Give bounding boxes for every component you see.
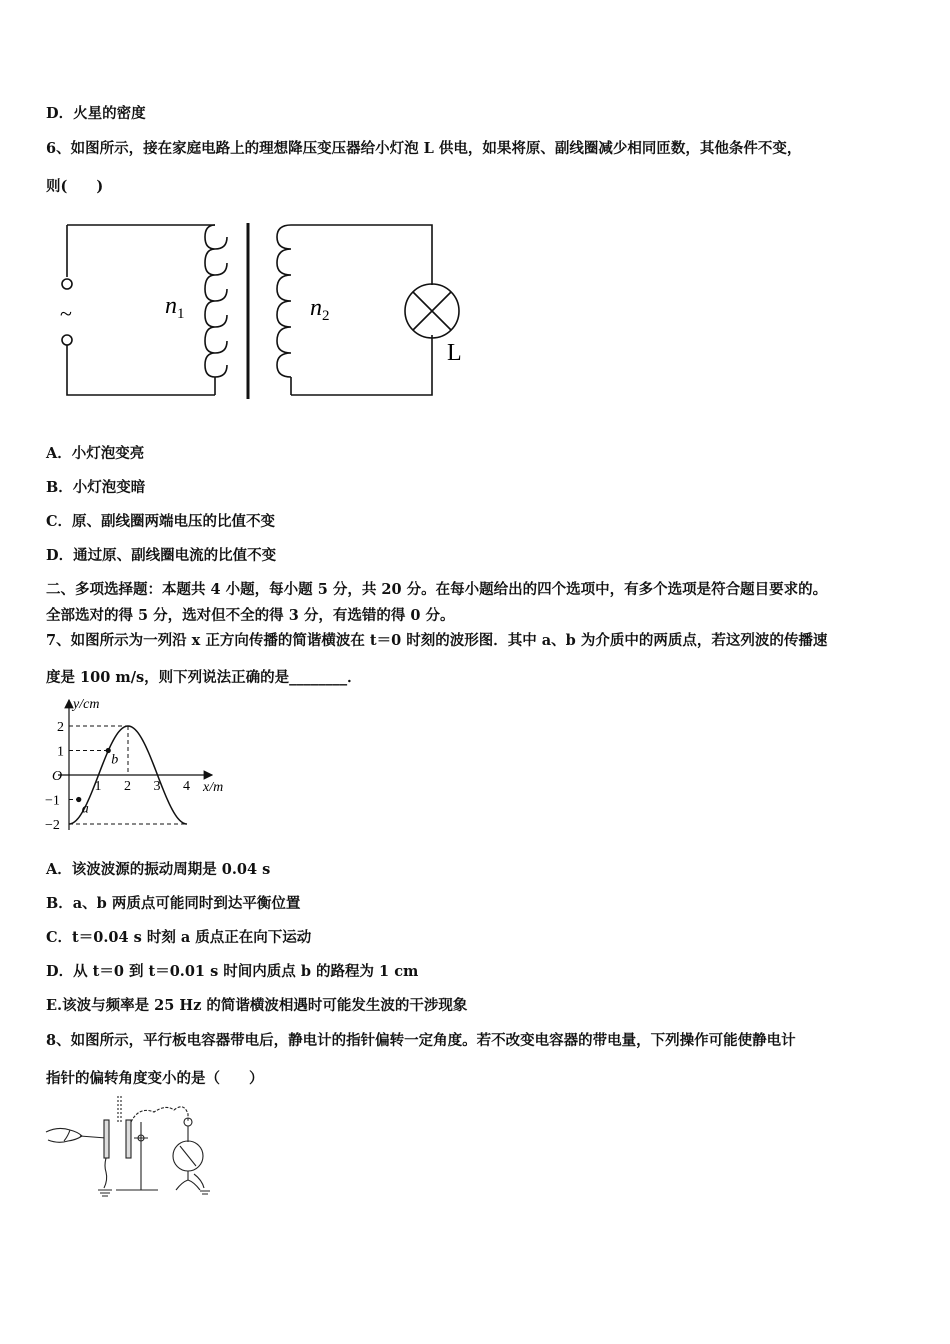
- primary-coil: [205, 225, 227, 395]
- left-plate: [104, 1120, 109, 1158]
- q7-option-d: D．从 t＝0 到 t＝0.01 s 时间内质点 b 的路程为 1 cm: [46, 963, 419, 980]
- y-tick-label-2: −1: [45, 793, 60, 809]
- terminal-bottom: [62, 335, 72, 345]
- terminal-top: [62, 279, 72, 289]
- x-tick-label-2: 2: [124, 779, 131, 794]
- q7-option-a: A．该波波源的振动周期是 0.04 s: [46, 861, 271, 878]
- x-tick-label-1: 1: [94, 779, 102, 794]
- y-tick-label-1: 1: [57, 744, 64, 760]
- secondary-coil: [277, 225, 291, 395]
- y-tick-label-3: −2: [45, 818, 60, 833]
- point-label-b: b: [111, 752, 119, 768]
- right-plate: [126, 1120, 131, 1158]
- q6-option-b: B．小灯泡变暗: [46, 479, 146, 496]
- lamp-cross: [413, 292, 451, 330]
- lamp-label: L: [447, 340, 462, 366]
- point-b: [106, 748, 111, 753]
- hand-icon: [46, 1128, 82, 1142]
- q6-stem-line1: 6、如图所示，接在家庭电路上的理想降压变压器给小灯泡 L 供电，如果将原、副线圈减少相同匝数，其他条件不变，: [46, 140, 802, 157]
- x-tick-label-3: 3: [153, 779, 161, 794]
- q6-stem-line2: 则( ): [46, 178, 104, 195]
- electroscope-ground-wire: [194, 1174, 210, 1194]
- primary-wire: [67, 225, 215, 395]
- electroscope-needle: [180, 1146, 196, 1166]
- n2-label: $n_2$: [310, 295, 330, 324]
- q6-option-d: D．通过原、副线圈电流的比值不变: [46, 547, 277, 564]
- y-axis-label: y/cm: [73, 697, 100, 712]
- insulating-handle: [80, 1136, 106, 1138]
- point-label-a: a: [81, 801, 89, 817]
- electroscope-apparatus-figure: [44, 1092, 219, 1200]
- q8-stem-line2: 指针的偏转角度变小的是（ ）: [46, 1070, 264, 1087]
- plate-stand: [116, 1122, 158, 1190]
- q5-option-d: D．火星的密度: [46, 105, 146, 122]
- point-a: [76, 797, 81, 802]
- x-tick-group: [95, 779, 191, 794]
- x-tick-label-4: 4: [183, 779, 190, 794]
- q6-option-c: C．原、副线圈两端电压的比值不变: [46, 513, 276, 530]
- q7-stem-line2: 度是 100 m/s，则下列说法正确的是________．: [46, 669, 362, 686]
- q8-stem-line1: 8、如图所示，平行板电容器带电后，静电计的指针偏转一定角度。若不改变电容器的带电量，下列操作可能使静电计: [46, 1032, 796, 1049]
- q6-option-a: A．小灯泡变亮: [46, 445, 145, 462]
- origin-label: O: [52, 769, 63, 784]
- source-symbol: ~: [60, 301, 72, 326]
- x-axis-label: x/m: [203, 780, 224, 795]
- section2-line2: 全部选对的得 5 分，选对但不全的得 3 分，有选错的得 0 分。: [46, 607, 455, 624]
- q7-stem-line1: 7、如图所示为一列沿 x 正方向传播的简谐横波在 t＝0 时刻的波形图．其中 a、b 为介质中的两质点，若这列波的传播速: [46, 632, 828, 649]
- n1-label: $n_1$: [165, 293, 185, 322]
- left-plate-ground-wire: [98, 1158, 112, 1196]
- q7-option-c: C．t＝0.04 s 时刻 a 质点正在向下运动: [46, 929, 312, 946]
- q7-option-b: B．a、b 两质点可能同时到达平衡位置: [46, 895, 301, 912]
- y-tick-label-0: 2: [57, 720, 64, 735]
- wave-chart: [40, 692, 240, 837]
- electroscope-base: [176, 1171, 200, 1190]
- q7-option-e: E.该波与频率是 25 Hz 的简谐横波相遇时可能发生波的干涉现象: [46, 997, 468, 1014]
- connecting-wire: [131, 1107, 188, 1122]
- section2-line1: 二、多项选择题：本题共 4 小题，每小题 5 分，共 20 分。在每小题给出的四个选项中，有多个选项是符合题目要求的。: [46, 581, 828, 598]
- transformer-circuit-figure: [55, 215, 475, 405]
- dotted-connector: [118, 1096, 121, 1122]
